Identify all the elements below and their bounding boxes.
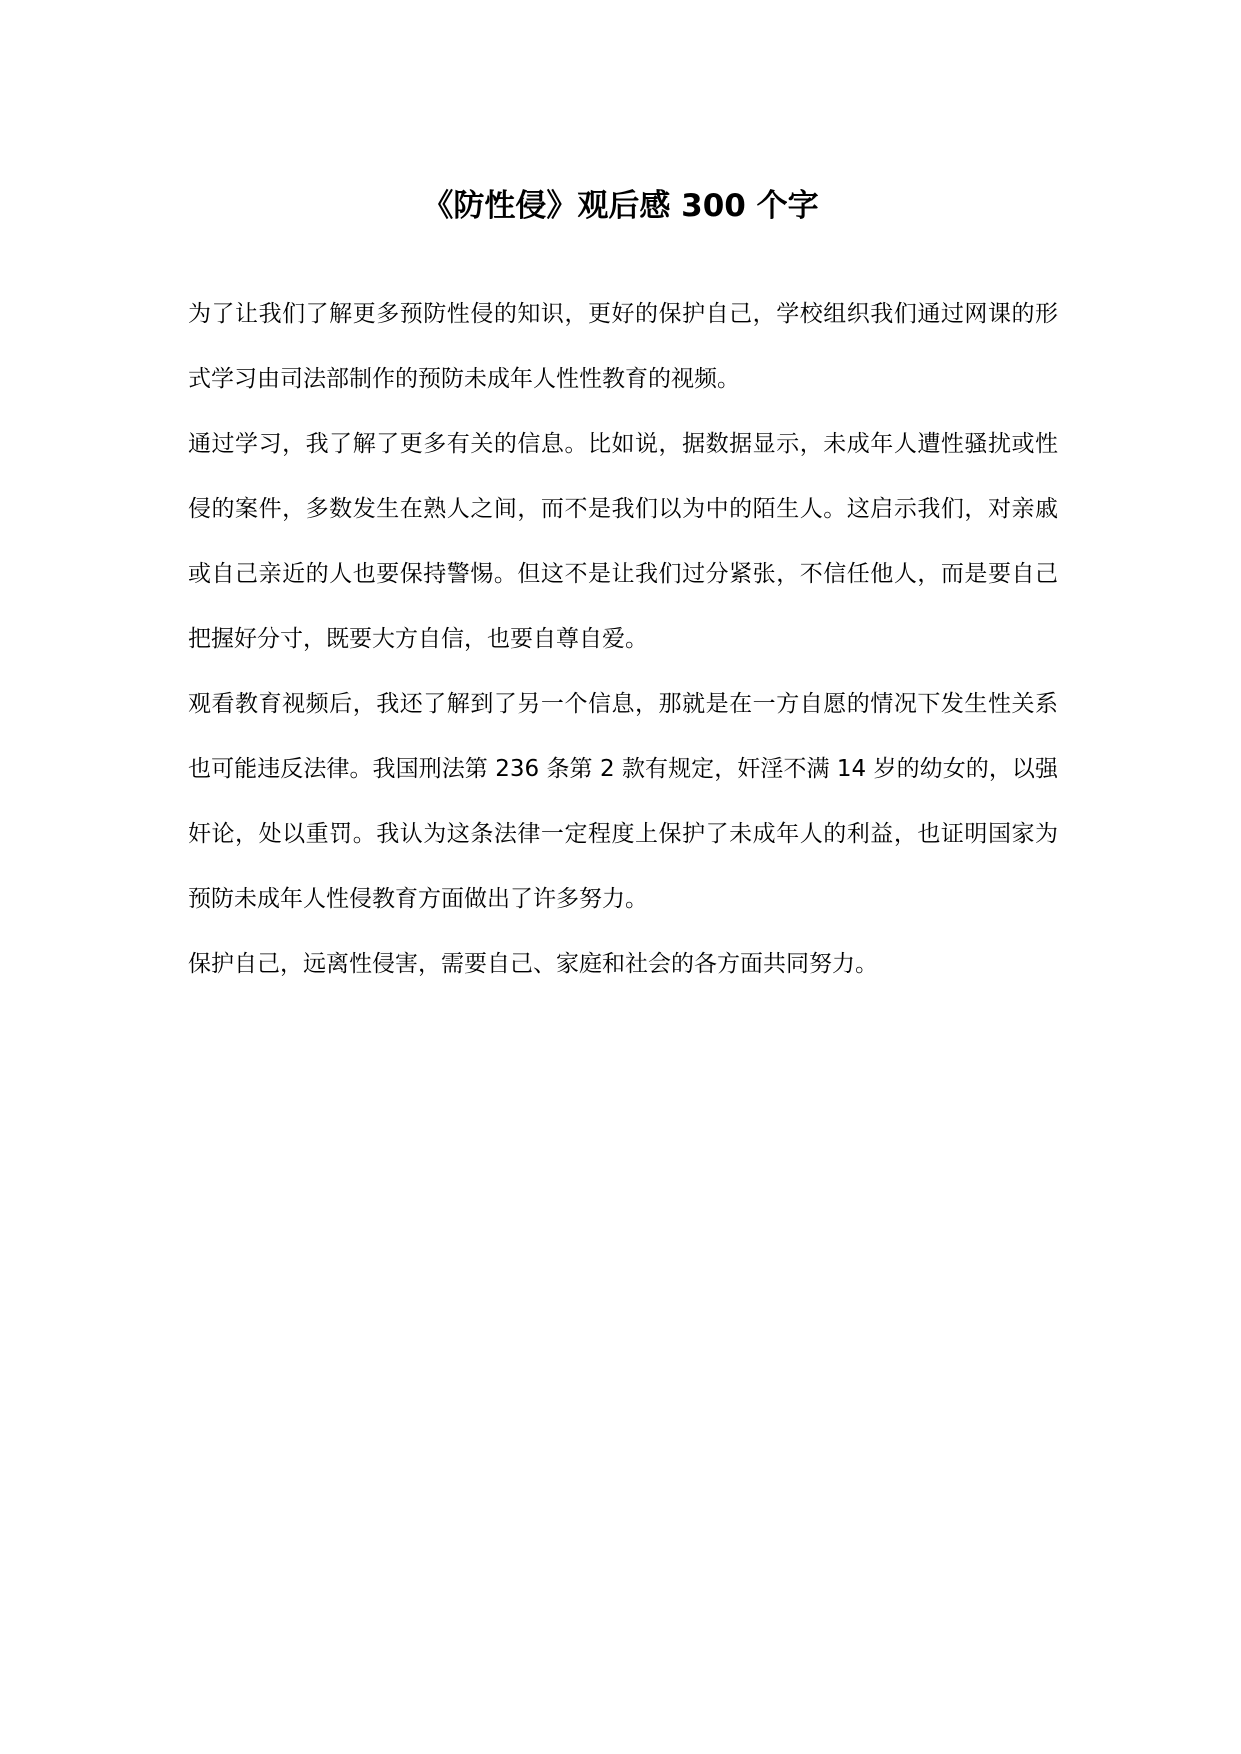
document-title: 《防性侵》观后感 300 个字 <box>422 188 819 224</box>
paragraph-3: 观看教育视频后，我还了解到了另一个信息，那就是在一方自愿的情况下发生性关系也可能违反法律。我国刑法第 236 条第 2 款有规定，奸淫不满 14 岁的幼女的，以强奸论，处以重罚。我认为这条法律一定程度上保护了未成年人的利益，也证明国家为预防未成年人性侵教育方面做出了许多努力。 <box>188 691 1058 912</box>
paragraph-4: 保护自己，远离性侵害，需要自己、家庭和社会的各方面共同努力。 <box>188 951 878 977</box>
document-body <box>188 282 1058 997</box>
paragraph-1: 为了让我们了解更多预防性侵的知识，更好的保护自己，学校组织我们通过网课的形式学习由司法部制作的预防未成年人性性教育的视频。 <box>188 301 1058 392</box>
paragraph-2: 通过学习，我了解了更多有关的信息。比如说，据数据显示，未成年人遭性骚扰或性侵的案件，多数发生在熟人之间，而不是我们以为中的陌生人。这启示我们，对亲戚或自己亲近的人也要保持警惕。但这不是让我们过分紧张，不信任他人，而是要自己把握好分寸，既要大方自信，也要自尊自爱。 <box>188 431 1058 652</box>
